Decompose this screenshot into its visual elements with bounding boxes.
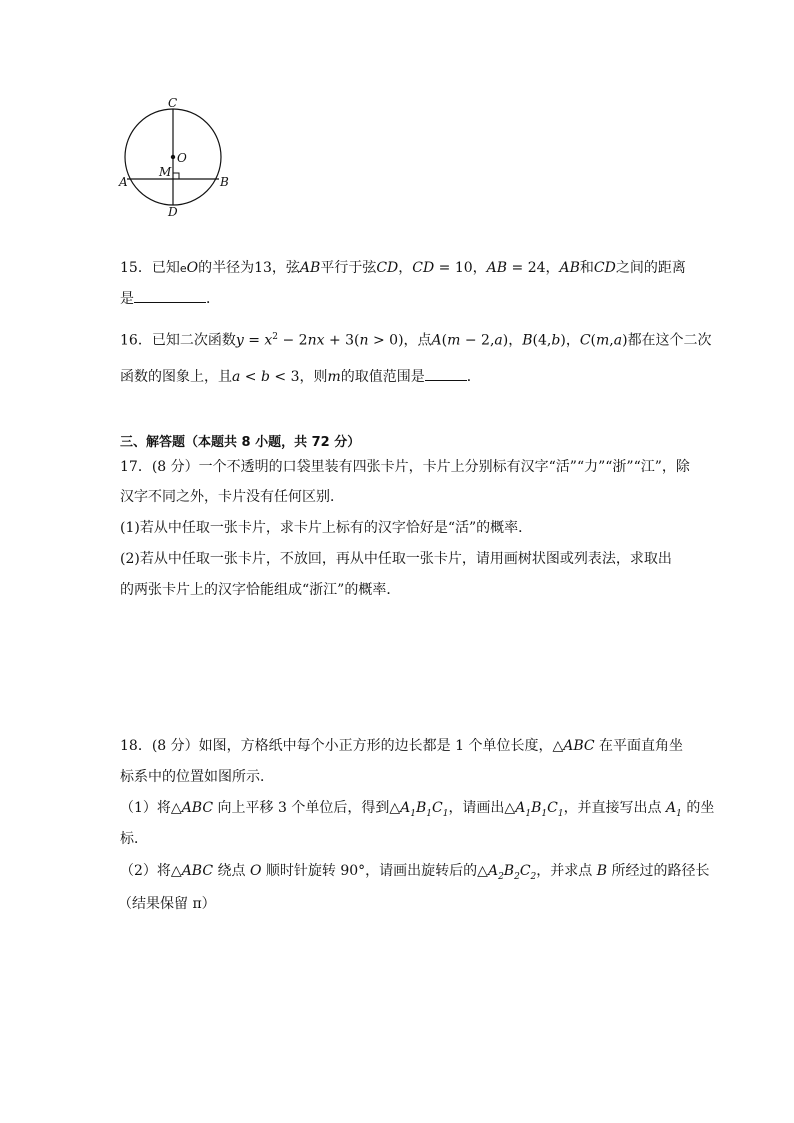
- q18-line2: 标系中的位置如图所示．: [120, 769, 274, 785]
- q16-line1: 16．已知二次函数$y = x^2 - 2nx + 3(n > 0)$，点A(m − 2,a)，B(4,b)，C(m,a)都在这个二次: [120, 332, 712, 349]
- q17-part2-line1: (2)若从中任取一张卡片，不放回，再从中任取一张卡片，请用画树状图或列表法，求取出: [120, 551, 672, 567]
- q18-line1: 18．(8 分）如图，方格纸中每个小正方形的边长都是 1 个单位长度，△ABC 在平面直角坐: [120, 738, 684, 754]
- circle-figure: [110, 95, 240, 220]
- label-b: B: [220, 175, 229, 189]
- q15-line2: 是 ．: [120, 288, 220, 309]
- q17-line1: 17．(8 分）一个不透明的口袋里装有四张卡片，卡片上分别标有汉字“活”“力”“浙”“江”，除: [120, 459, 690, 475]
- q16-line2: 函数的图象上，且a < b < 3，则m的取值范围是 ．: [120, 366, 481, 387]
- label-m: M: [159, 165, 172, 179]
- label-d: D: [168, 205, 178, 219]
- label-a: A: [119, 175, 128, 189]
- q18-part2-line2: （结果保留 π）: [118, 896, 216, 912]
- q18-part1-line2: 标．: [120, 831, 148, 847]
- q17-line2: 汉字不同之外，卡片没有任何区别．: [120, 489, 344, 505]
- q18-part1-line1: （1）将△ABC 向上平移 3 个单位后，得到$\triangle A_1B_1C_1$，请画出$\triangle A_1B_1C_1$，并直接写出点 $A_1$ 的坐: [120, 800, 715, 819]
- q15-line1: 15．已知eO的半径为13，弦AB平行于弦CD，CD = 10，AB = 24，AB和CD之间的距离: [120, 260, 686, 276]
- label-c: C: [168, 96, 178, 110]
- label-o: O: [177, 151, 187, 165]
- q17-part2-line2: 的两张卡片上的汉字恰能组成“浙江”的概率．: [120, 582, 401, 598]
- section-heading: 三、解答题（本题共 8 小题，共 72 分）: [120, 435, 361, 450]
- q17-part1: (1)若从中任取一张卡片，求卡片上标有的汉字恰好是“活”的概率．: [120, 520, 533, 536]
- center-point: [171, 155, 175, 159]
- answer-blank-16[interactable]: [425, 366, 467, 381]
- q18-part2-line1: （2）将△ABC 绕点 O 顺时针旋转 90°，请画出旋转后的$\triangle A_2B_2C_2$，并求点 B 所经过的路径长: [120, 863, 710, 882]
- right-angle-mark: [173, 173, 179, 179]
- answer-blank-15[interactable]: [134, 288, 206, 303]
